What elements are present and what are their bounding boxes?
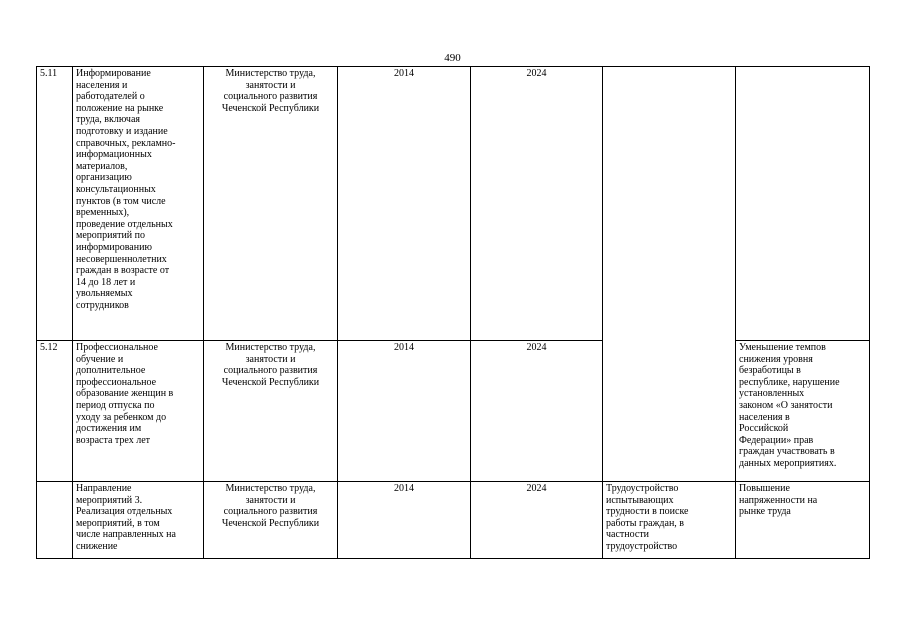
activity-cell: Информирование населения и работодателей о положение на рынке труда, включая подготовку и издание справочных, рекламно- информационных материалов, организацию консультационных пунктов (в том числе временных), проведение отдельных мероприятий по информированию несовершеннолетних граждан в возрасте от 14 до 18 лет и увольняемых сотрудников (73, 67, 204, 341)
table-row (37, 67, 870, 341)
row-number-cell (37, 482, 73, 559)
start-year-cell: 2014 (338, 67, 471, 341)
end-year-cell: 2024 (471, 341, 603, 482)
row-number-cell: 5.12 (37, 341, 73, 482)
table-row (37, 482, 870, 559)
consequence-cell: Уменьшение темпов снижения уровня безработицы в республике, нарушение установленных законом «О занятости населения в Российской Федерации» прав граждан участвовать в данных мероприятиях. (736, 341, 870, 482)
executor-cell: Министерство труда, занятости и социального развития Чеченской Республики (204, 341, 338, 482)
end-year-cell: 2024 (471, 67, 603, 341)
table-row (37, 341, 870, 482)
consequence-cell: Повышение напряженности на рынке труда (736, 482, 870, 559)
start-year-cell: 2014 (338, 341, 471, 482)
executor-cell: Министерство труда, занятости и социального развития Чеченской Республики (204, 67, 338, 341)
activity-cell: Профессиональное обучение и дополнительное профессиональное образование женщин в период отпуска по уходу за ребенком до достижения им возраста трех лет (73, 341, 204, 482)
start-year-cell: 2014 (338, 482, 471, 559)
consequence-cell (736, 67, 870, 341)
end-year-cell: 2024 (471, 482, 603, 559)
expected-result-cell: Трудоустройство испытывающих трудности в поиске работы граждан, в частности трудоустройство (603, 482, 736, 559)
row-number-cell: 5.11 (37, 67, 73, 341)
program-activities-table (36, 66, 870, 559)
activity-cell: Направление мероприятий 3. Реализация отдельных мероприятий, в том числе направленных на снижение (73, 482, 204, 559)
executor-cell: Министерство труда, занятости и социального развития Чеченской Республики (204, 482, 338, 559)
expected-result-cell (603, 67, 736, 482)
page-number: 490 (444, 52, 461, 64)
